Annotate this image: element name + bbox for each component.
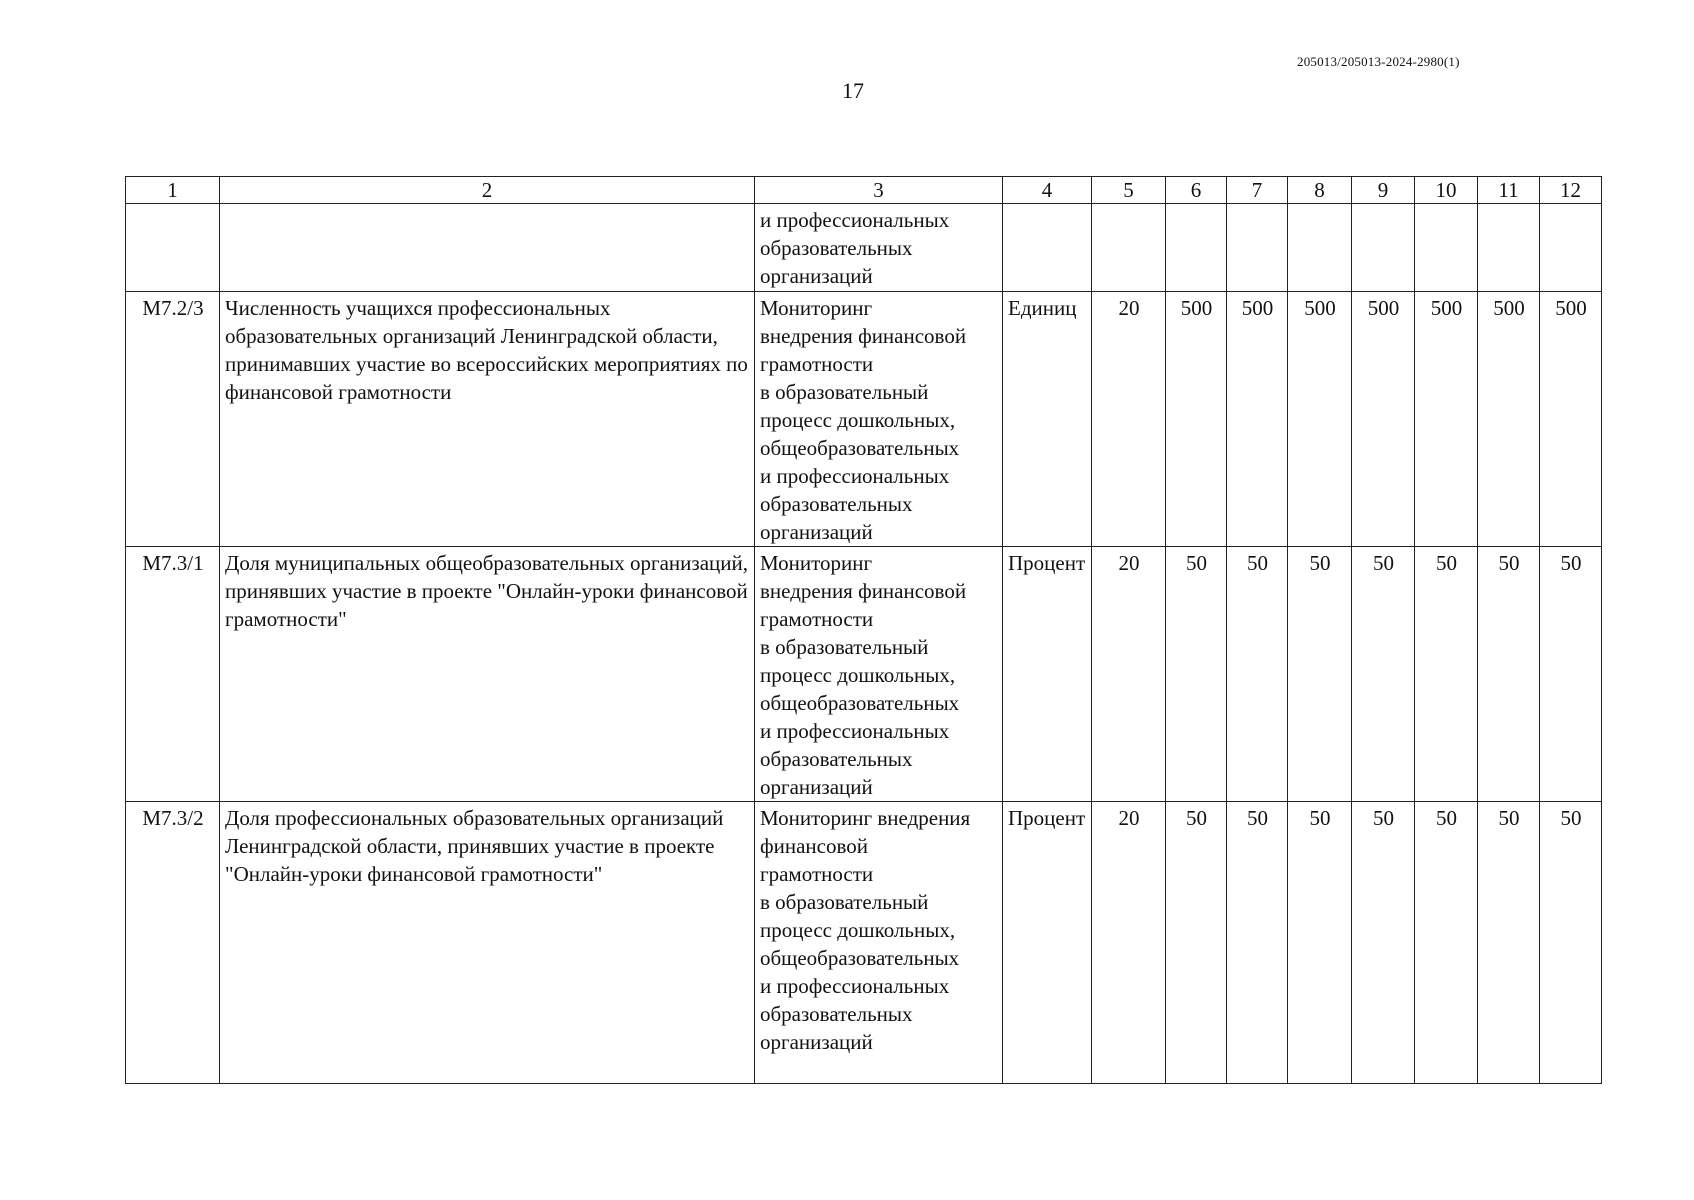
indicator-name — [220, 204, 755, 292]
value-cell: 50 — [1415, 802, 1478, 1084]
source-line: общеобразовательных — [760, 946, 960, 970]
value-cell: 500 — [1227, 292, 1288, 547]
value-cell: 500 — [1540, 292, 1602, 547]
source-line: грамотности — [760, 352, 874, 376]
source-line: внедрения финансовой — [760, 579, 967, 603]
value-cell: 50 — [1288, 802, 1352, 1084]
value-cell — [1288, 204, 1352, 292]
column-header: 4 — [1003, 177, 1092, 204]
source-line: финансовой — [760, 834, 868, 858]
value-cell: 50 — [1166, 547, 1227, 802]
value-cell: 50 — [1352, 547, 1415, 802]
source-line: и профессиональных — [760, 464, 950, 488]
column-header: 5 — [1092, 177, 1166, 204]
source-line: Мониторинг — [760, 296, 873, 320]
source-line: образовательных — [760, 747, 913, 771]
indicator-unit — [1003, 204, 1092, 292]
value-cell: 50 — [1227, 802, 1288, 1084]
source-line: в образовательный — [760, 380, 929, 404]
value-cell: 500 — [1166, 292, 1227, 547]
source-line: организаций — [760, 775, 873, 799]
column-header: 8 — [1288, 177, 1352, 204]
indicator-code: М7.3/1 — [126, 547, 220, 802]
indicator-source — [755, 547, 1003, 802]
value-cell: 500 — [1415, 292, 1478, 547]
indicator-source — [755, 292, 1003, 547]
indicator-source — [755, 204, 1003, 292]
value-cell: 50 — [1478, 802, 1540, 1084]
indicator-code: М7.2/3 — [126, 292, 220, 547]
source-line: и профессиональных — [760, 208, 950, 232]
indicator-code — [126, 204, 220, 292]
table-row — [126, 547, 1602, 802]
value-cell — [1540, 204, 1602, 292]
column-header: 6 — [1166, 177, 1227, 204]
source-line: организаций — [760, 264, 873, 288]
page-number: 17 — [842, 78, 864, 103]
value-cell: 20 — [1092, 802, 1166, 1084]
value-cell: 500 — [1478, 292, 1540, 547]
value-cell: 500 — [1352, 292, 1415, 547]
source-line: и профессиональных — [760, 974, 950, 998]
value-cell — [1415, 204, 1478, 292]
source-line: грамотности — [760, 862, 874, 886]
value-cell — [1478, 204, 1540, 292]
source-line: общеобразовательных — [760, 436, 960, 460]
indicator-code: М7.3/2 — [126, 802, 220, 1084]
value-cell: 50 — [1288, 547, 1352, 802]
value-cell: 20 — [1092, 292, 1166, 547]
value-cell: 20 — [1092, 547, 1166, 802]
source-line: процесс дошкольных, — [760, 408, 956, 432]
value-cell: 50 — [1415, 547, 1478, 802]
column-header: 7 — [1227, 177, 1288, 204]
value-cell: 50 — [1166, 802, 1227, 1084]
source-line: Мониторинг — [760, 551, 873, 575]
source-line: общеобразовательных — [760, 691, 960, 715]
table-row — [126, 204, 1602, 292]
indicators-table — [125, 176, 1602, 1084]
column-header: 2 — [220, 177, 755, 204]
source-line: образовательных — [760, 236, 913, 260]
source-line: Мониторинг внедрения — [760, 806, 971, 830]
source-line: организаций — [760, 1030, 873, 1054]
value-cell — [1092, 204, 1166, 292]
source-line: образовательных — [760, 492, 913, 516]
document-id: 205013/205013-2024-2980(1) — [1297, 54, 1460, 69]
column-header: 3 — [755, 177, 1003, 204]
value-cell: 50 — [1227, 547, 1288, 802]
indicator-name: Доля профессиональных образовательных организаций Ленинградской области, принявших участие в проекте "Онлайн-уроки финансовой грамотности" — [220, 802, 755, 1084]
column-number-row — [126, 177, 1602, 204]
column-header: 9 — [1352, 177, 1415, 204]
column-header: 12 — [1540, 177, 1602, 204]
column-header: 11 — [1478, 177, 1540, 204]
value-cell: 50 — [1478, 547, 1540, 802]
source-line: образовательных — [760, 1002, 913, 1026]
value-cell — [1352, 204, 1415, 292]
value-cell: 500 — [1288, 292, 1352, 547]
indicator-unit: Процент — [1003, 547, 1092, 802]
source-line: в образовательный — [760, 890, 929, 914]
source-line: процесс дошкольных, — [760, 918, 956, 942]
source-line: процесс дошкольных, — [760, 663, 956, 687]
value-cell: 50 — [1540, 802, 1602, 1084]
value-cell: 50 — [1352, 802, 1415, 1084]
value-cell — [1227, 204, 1288, 292]
source-line: и профессиональных — [760, 719, 950, 743]
column-header: 1 — [126, 177, 220, 204]
table-row — [126, 802, 1602, 1084]
source-line: внедрения финансовой — [760, 324, 967, 348]
source-line: в образовательный — [760, 635, 929, 659]
indicator-unit: Процент — [1003, 802, 1092, 1084]
indicator-source — [755, 802, 1003, 1084]
table-row — [126, 292, 1602, 547]
column-header: 10 — [1415, 177, 1478, 204]
source-line: грамотности — [760, 607, 874, 631]
value-cell: 50 — [1540, 547, 1602, 802]
indicator-unit: Единиц — [1003, 292, 1092, 547]
source-line: организаций — [760, 520, 873, 544]
indicator-name: Численность учащихся профессиональных образовательных организаций Ленинградской области, принимавших участие во всероссийских мероприятиях по финансовой грамотности — [220, 292, 755, 547]
value-cell — [1166, 204, 1227, 292]
indicator-name: Доля муниципальных общеобразовательных организаций, принявших участие в проекте "Онлайн-уроки финансовой грамотности" — [220, 547, 755, 802]
